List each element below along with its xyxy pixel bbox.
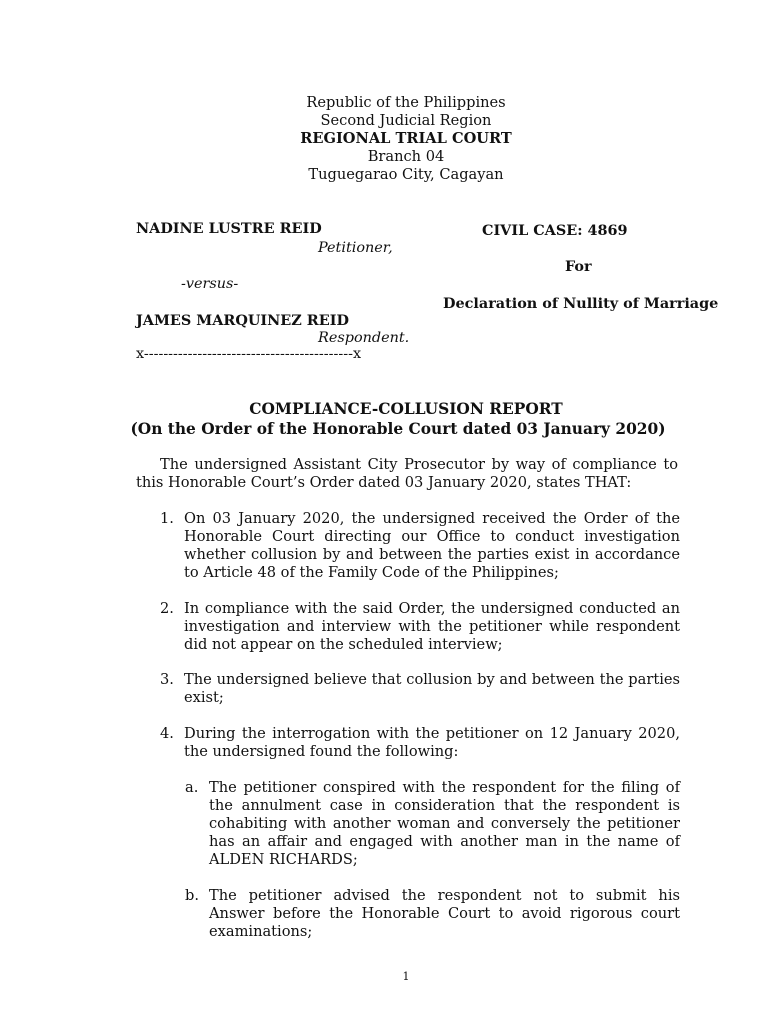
versus-label: -versus- [181,276,239,292]
intro-paragraph [136,456,678,492]
subitem-line: examinations; [209,923,313,940]
header-line-republic: Republic of the Philippines [306,94,506,111]
respondent-role: Respondent. [318,330,410,346]
item-number: 3. [160,671,174,688]
subitem-text [209,779,680,869]
case-number: CIVIL CASE: 4869 [482,222,628,239]
subitem-text [209,887,680,941]
header-line-court: REGIONAL TRIAL COURT [300,130,512,147]
item-line: On 03 January 2020, the undersigned received the Order of the [184,510,680,527]
intro-line: The undersigned Assistant City Prosecutor by way of compliance to [160,456,678,473]
item-number: 2. [160,600,174,617]
item-line: During the interrogation with the petitioner on 12 January 2020, [184,725,680,742]
subitem-line: ALDEN RICHARDS; [209,851,358,868]
item-line: investigation and interview with the petitioner while respondent [184,618,680,635]
header-line-region: Second Judicial Region [320,112,492,129]
subitem-line: The petitioner advised the respondent not to submit his [209,887,680,904]
item-line: did not appear on the scheduled interview; [184,636,503,653]
subitem-letter: a. [185,779,199,796]
caption-separator: x-------------------------------------------x [136,346,362,362]
header-line-city: Tuguegarao City, Cagayan [308,166,504,183]
item-line: The undersigned believe that collusion by and between the parties [184,671,680,688]
item-line: Honorable Court directing our Office to conduct investigation [184,528,680,545]
page-number: 1 [402,970,410,983]
subitem-line: has an affair and engaged with another man in the name of [209,833,680,850]
lettered-subitem [185,779,680,869]
petitioner-name: NADINE LUSTRE REID [136,220,322,237]
subitem-line: Answer before the Honorable Court to avoid rigorous court [209,905,680,922]
item-line: In compliance with the said Order, the undersigned conducted an [184,600,680,617]
case-title: Declaration of Nullity of Marriage [443,295,719,312]
report-subtitle: (On the Order of the Honorable Court dated 03 January 2020) [130,420,666,438]
numbered-item [160,600,680,654]
petitioner-role: Petitioner, [318,240,393,256]
item-line: the undersigned found the following: [184,743,459,760]
header-line-branch: Branch 04 [367,148,445,165]
subitem-line: the annulment case in consideration that the respondent is [209,797,680,814]
item-text [184,725,680,761]
item-text [184,671,680,707]
respondent-name: JAMES MARQUINEZ REID [136,312,349,329]
numbered-item [160,671,680,707]
item-number: 4. [160,725,174,742]
item-line: to Article 48 of the Family Code of the Philippines; [184,564,559,581]
item-line: exist; [184,689,224,706]
item-text [184,600,680,654]
lettered-subitem [185,887,680,941]
court-header [0,94,768,184]
subitem-line: cohabiting with another woman and conversely the petitioner [209,815,680,832]
report-title: COMPLIANCE-COLLUSION REPORT [249,400,563,418]
case-for-label: For [565,258,592,275]
subitem-line: The petitioner conspired with the respondent for the filing of [209,779,680,796]
numbered-item [160,725,680,761]
item-number: 1. [160,510,174,527]
subitem-letter: b. [185,887,199,904]
intro-line: this Honorable Court’s Order dated 03 January 2020, states THAT: [136,474,632,491]
item-line: whether collusion by and between the parties exist in accordance [184,546,680,563]
item-text [184,510,680,582]
numbered-item [160,510,680,582]
